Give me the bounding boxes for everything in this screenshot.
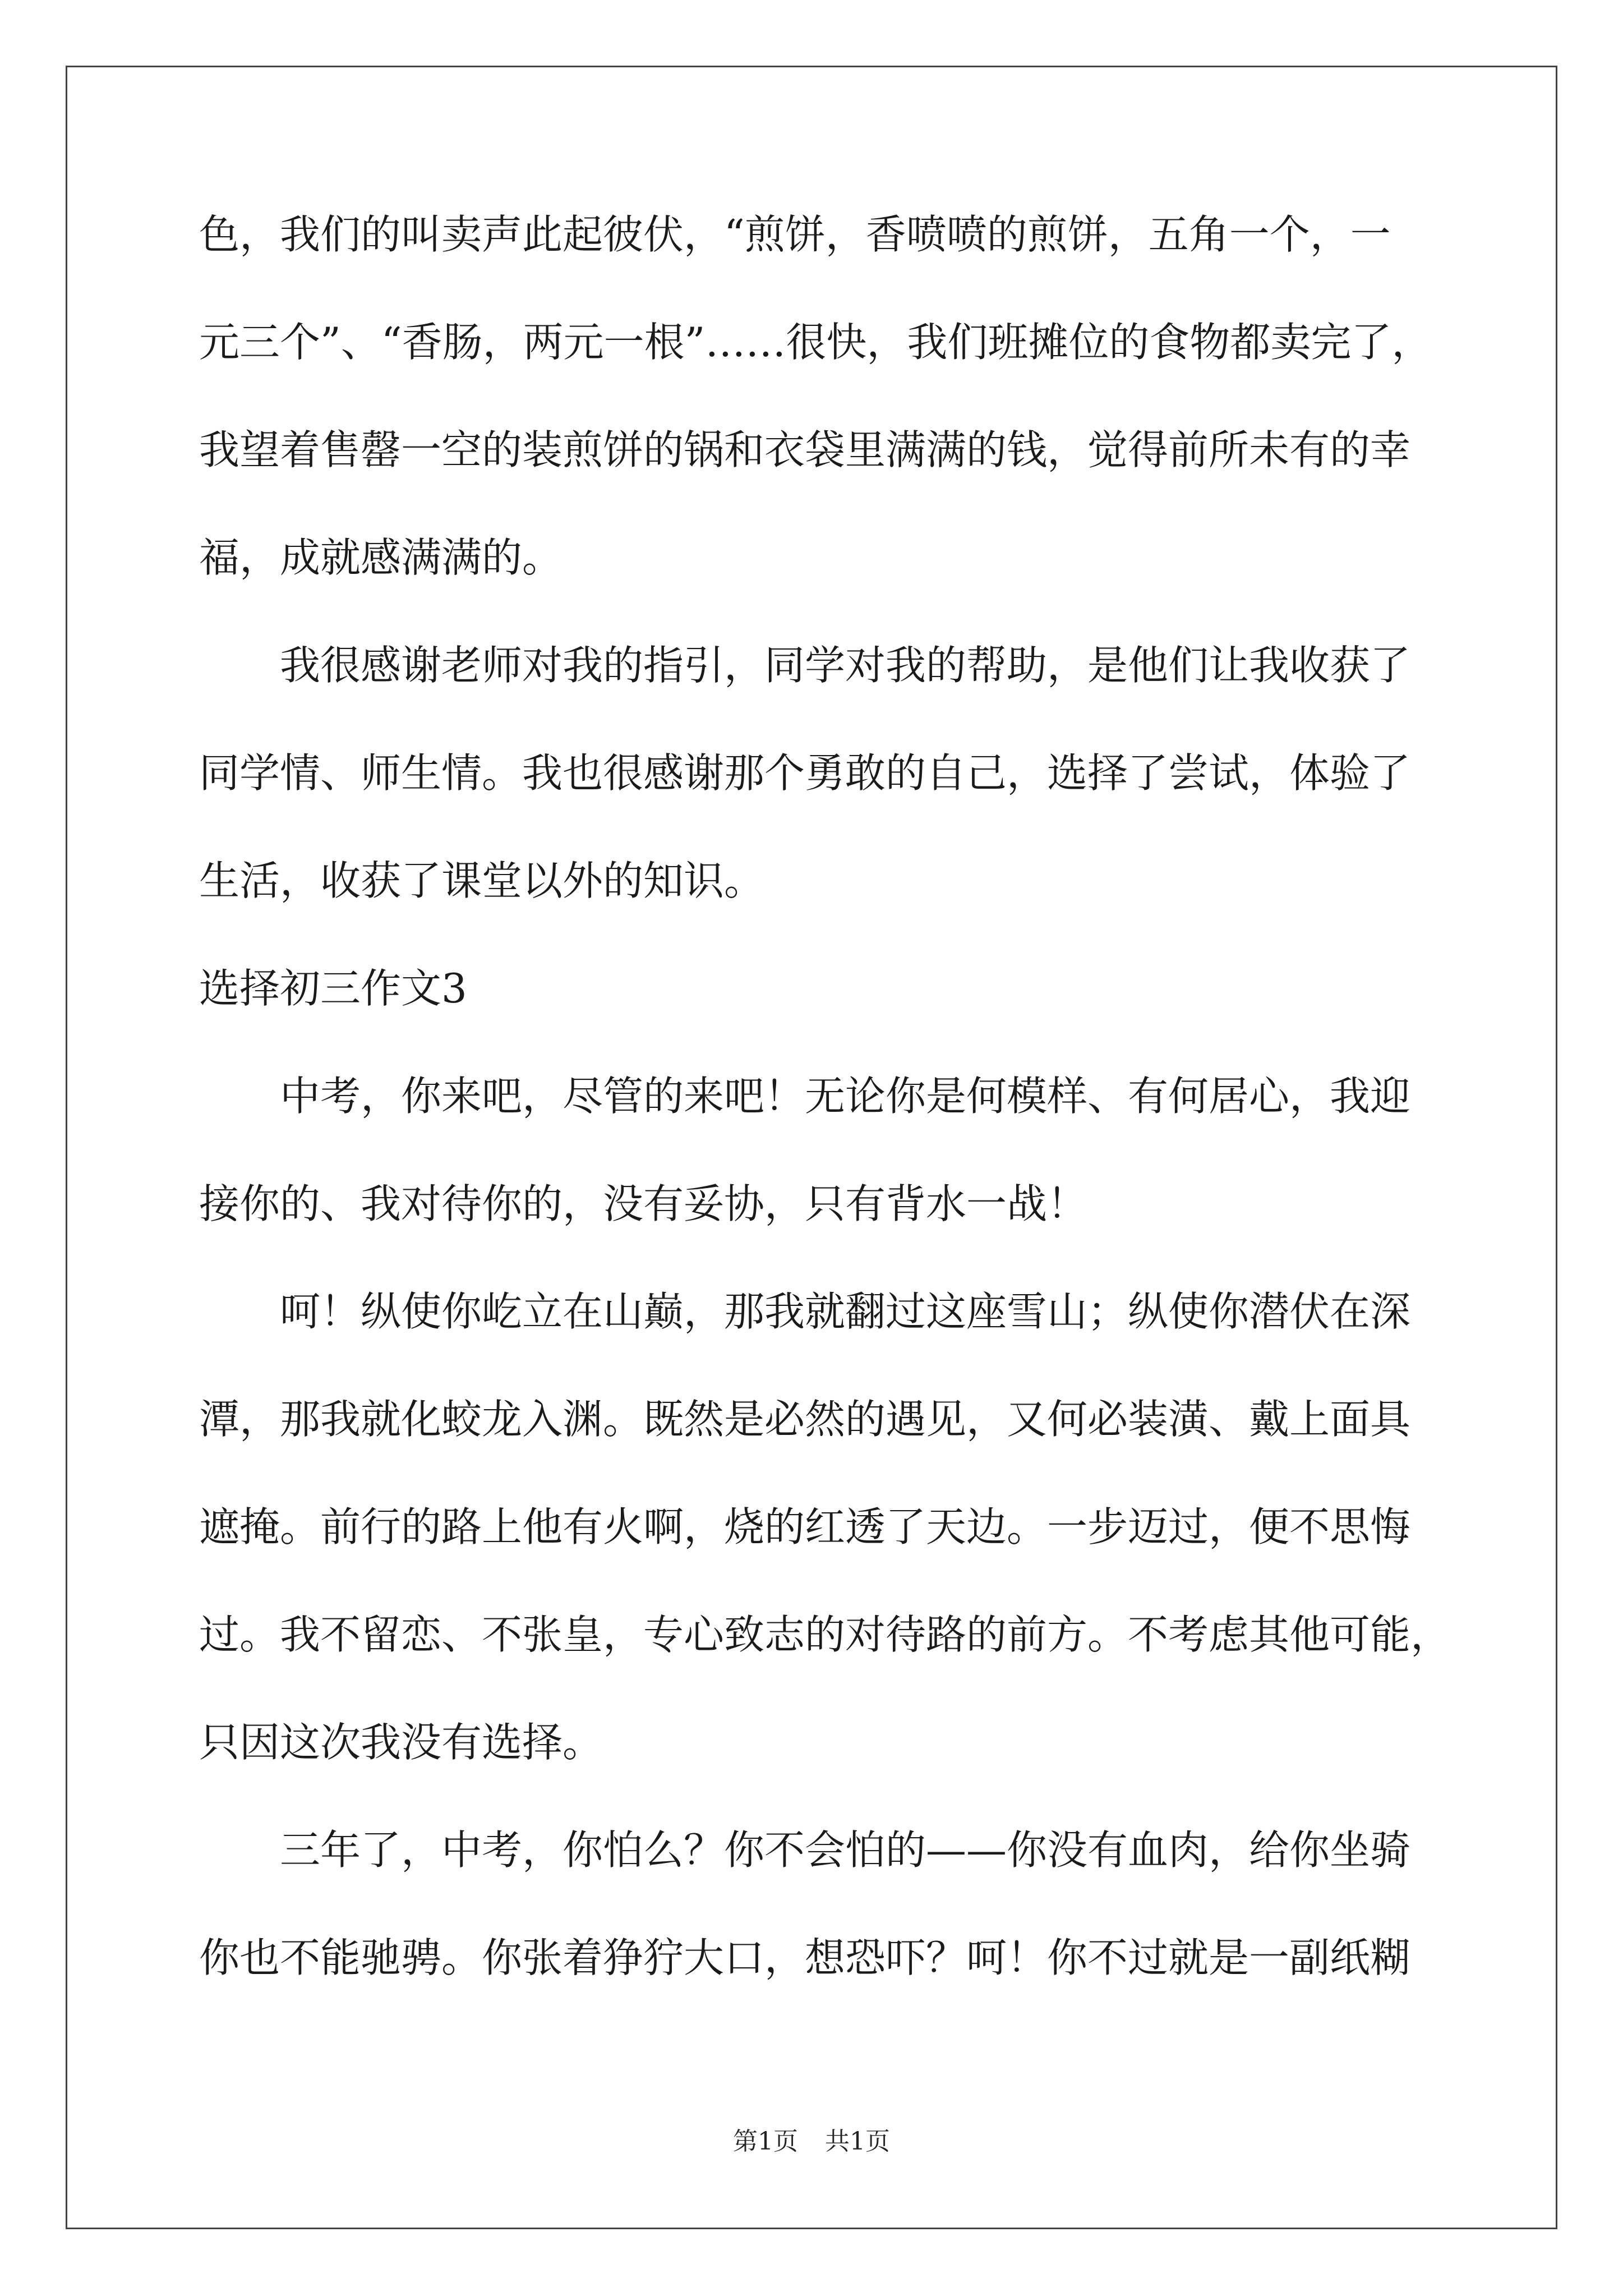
page-number-total: 共1页 <box>825 2127 890 2156</box>
paragraph-line: 只因这次我没有选择。 <box>199 1719 603 1766</box>
paragraph-line: 三年了，中考，你怕么？你不会怕的——你没有血肉，给你坐骑 <box>199 1826 1411 1874</box>
paragraph-line: 福，成就感满满的。 <box>199 534 563 581</box>
paragraph-line: 中考，你来吧，尽管的来吧！无论你是何模样、有何居心，我迎 <box>199 1073 1411 1120</box>
paragraph-line: 接你的、我对待你的，没有妥协，只有背水一战！ <box>199 1180 1088 1227</box>
page-border <box>66 66 1557 2229</box>
paragraph-line: 我望着售罄一空的装煎饼的锅和衣袋里满满的钱，觉得前所未有的幸 <box>199 426 1411 473</box>
paragraph-line: 过。我不留恋、不张皇，专心致志的对待路的前方。不考虑其他可能， <box>199 1611 1451 1658</box>
paragraph-line: 生活，收获了课堂以外的知识。 <box>199 857 765 904</box>
paragraph-line: 同学情、师生情。我也很感谢那个勇敢的自己，选择了尝试，体验了 <box>199 749 1411 797</box>
section-heading: 选择初三作文3 <box>199 965 467 1012</box>
page-footer <box>0 2126 1623 2157</box>
paragraph-line: 色，我们的叫卖声此起彼伏，“煎饼，香喷喷的煎饼，五角一个，一 <box>199 211 1391 258</box>
paragraph-line: 我很感谢老师对我的指引，同学对我的帮助，是他们让我收获了 <box>199 642 1411 689</box>
page-number-current: 第1页 <box>733 2127 798 2156</box>
paragraph-line: 你也不能驰骋。你张着狰狞大口，想恐吓？呵！你不过就是一副纸糊 <box>199 1934 1411 1981</box>
paragraph-line: 呵！纵使你屹立在山巅，那我就翻过这座雪山；纵使你潜伏在深 <box>199 1288 1411 1335</box>
paragraph-line: 潭，那我就化蛟龙入渊。既然是必然的遇见，又何必装潢、戴上面具 <box>199 1396 1411 1443</box>
paragraph-line: 元三个”、“香肠，两元一根”……很快，我们班摊位的食物都卖完了， <box>199 319 1432 366</box>
paragraph-line: 遮掩。前行的路上他有火啊，烧的红透了天边。一步迈过，便不思悔 <box>199 1503 1411 1550</box>
